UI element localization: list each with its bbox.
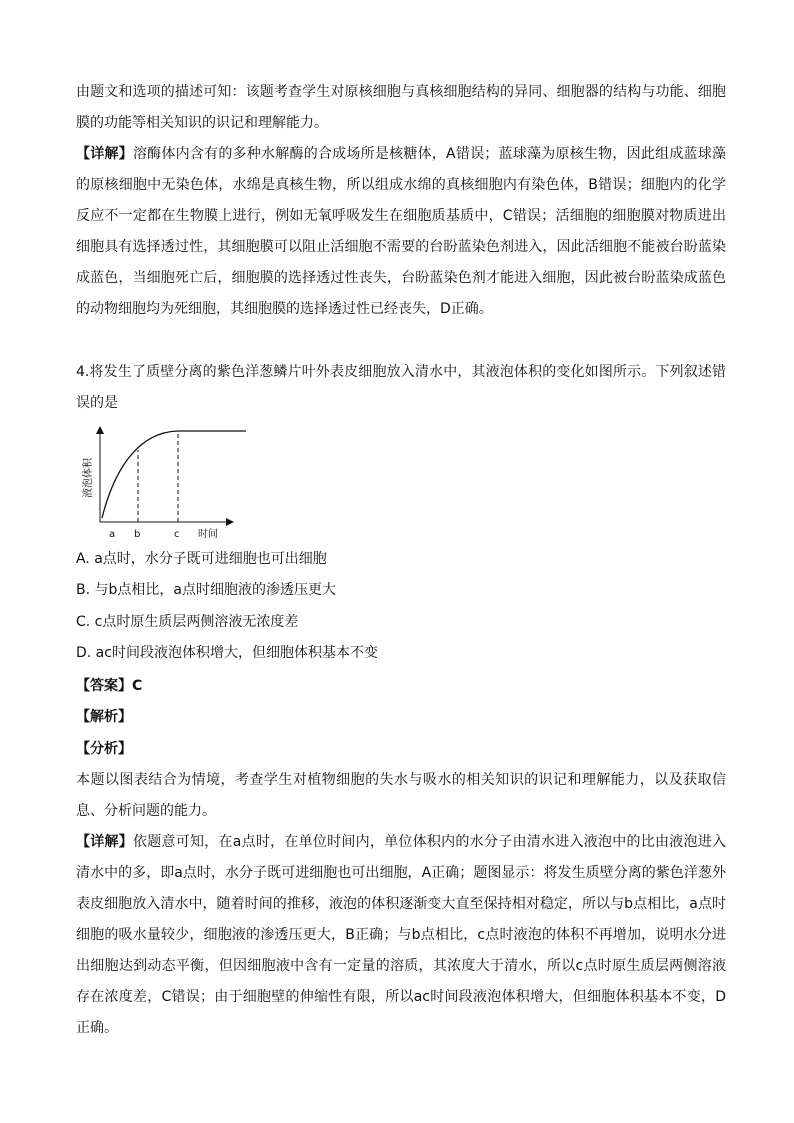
volume-curve	[102, 431, 246, 518]
detail-tag-q3: 【详解】	[76, 146, 133, 162]
option-d: D. ac时间段液泡体积增大，但细胞体积基本不变	[76, 645, 378, 661]
analysis-subheading: 【分析】	[76, 741, 132, 757]
x-axis-label: 时间	[198, 529, 218, 540]
y-axis-label: 液泡体积	[83, 458, 94, 498]
detail-paragraph-q3	[76, 139, 726, 325]
point-label-c: c	[174, 529, 180, 540]
option-a: A. a点时，水分子既可进细胞也可出细胞	[76, 551, 327, 567]
detail-text-q4: 依题意可知，在a点时，在单位时间内，单位体积内的水分子由清水进入液泡中的比由液泡进入清水中的多，即a点时，水分子既可进细胞也可出细胞，A正确；题图显示：将发生质壁分离的紫色洋葱外表皮细胞放入清水中，随着时间的推移，液泡的体积逐渐变大直至保持相对稳定，所以与b点相比，a点时细胞的吸水量较少，细胞液的渗透压更大，B正确；与b点相比，c点时液泡的体积不再增加，说明水分进出细胞达到动态平衡，但因细胞液中含有一定量的溶质，其浓度大于清水，所以c点时原生质层两侧溶液存在浓度差，C错误；由于细胞壁的伸缩性有限，所以ac时间段液泡体积增大，但细胞体积基本不变，D正确。	[76, 834, 726, 1036]
question-stem: 4.将发生了质壁分离的紫色洋葱鳞片叶外表皮细胞放入清水中，其液泡体积的变化如图所示。下列叙述错误的是	[76, 364, 726, 411]
point-label-a: a	[109, 529, 116, 540]
vacuole-volume-graph	[76, 420, 246, 545]
option-b: B. 与b点相比，a点时细胞液的渗透压更大	[76, 582, 336, 598]
intro-paragraph: 由题文和选项的描述可知：该题考查学生对原核细胞与真核细胞结构的异同、细胞器的结构与功能、细胞膜的功能等相关知识的识记和理解能力。	[76, 84, 726, 131]
detail-paragraph-q4	[76, 827, 726, 1044]
analysis-heading: 【解析】	[76, 709, 132, 725]
y-axis-arrow-icon	[96, 426, 104, 434]
detail-tag-q4: 【详解】	[76, 834, 134, 850]
detail-text-q3: 溶酶体内含有的多种水解酶的合成场所是核糖体，A错误；蓝球藻为原核生物，因此组成蓝球藻的原核细胞中无染色体，水绵是真核生物，所以组成水绵的真核细胞内有染色体，B错误；细胞内的化学反应不一定都在生物膜上进行，例如无氧呼吸发生在细胞质基质中，C错误；活细胞的细胞膜对物质进出细胞具有选择透过性，其细胞膜可以阻止活细胞不需要的台盼蓝染色剂进入，因此活细胞不能被台盼蓝染成蓝色，当细胞死亡后，细胞膜的选择透过性丧失，台盼蓝染色剂才能进入细胞，因此被台盼蓝染成蓝色的动物细胞均为死细胞，其细胞膜的选择透过性已经丧失，D正确。	[76, 146, 727, 317]
analysis-paragraph: 本题以图表结合为情境，考查学生对植物细胞的失水与吸水的相关知识的识记和理解能力，以及获取信息、分析问题的能力。	[76, 772, 726, 819]
answer-line: 【答案】C	[76, 678, 143, 694]
point-label-b: b	[134, 529, 141, 540]
x-axis-arrow-icon	[226, 518, 234, 526]
option-c: C. c点时原生质层两侧溶液无浓度差	[76, 614, 299, 630]
